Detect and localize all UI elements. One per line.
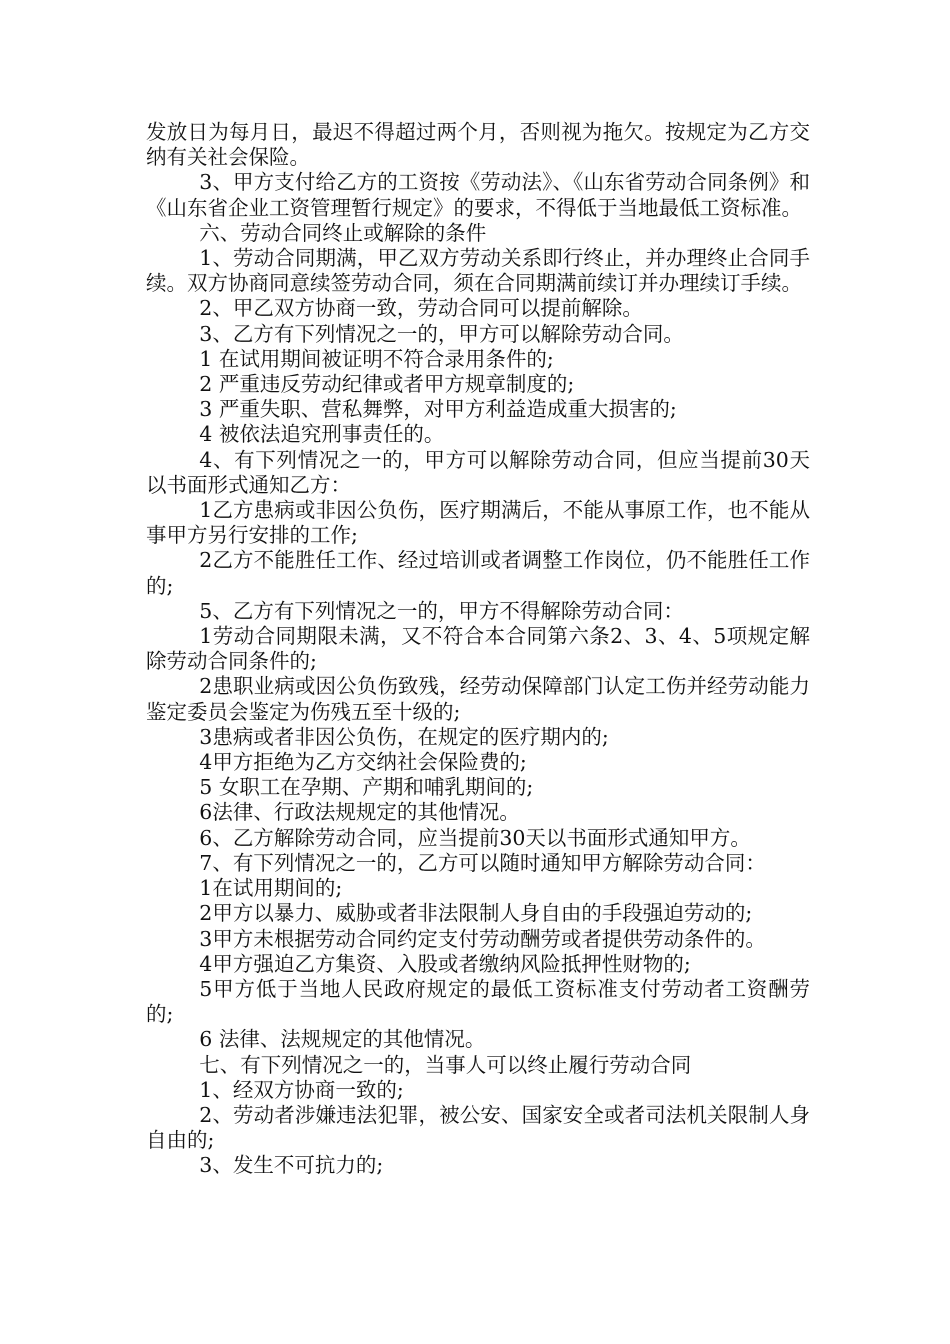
document-page [146, 120, 810, 1179]
list-item: 2乙方不能胜任工作、经过培训或者调整工作岗位，仍不能胜任工作的; [146, 548, 810, 598]
list-item: 3甲方未根据劳动合同约定支付劳动酬劳或者提供劳动条件的。 [199, 926, 766, 951]
paragraph: 3、乙方有下列情况之一的，甲方可以解除劳动合同。 [199, 321, 684, 346]
list-item: 5甲方低于当地人民政府规定的最低工资标准支付劳动者工资酬劳的; [146, 976, 810, 1027]
list-item: 4 被依法追究刑事责任的。 [199, 422, 445, 447]
list-item: 4甲方强迫乙方集资、入股或者缴纳风险抵押性财物的; [199, 951, 691, 976]
paragraph: 5、乙方有下列情况之一的，甲方不得解除劳动合同： [199, 598, 684, 623]
list-item: 2甲方以暴力、威胁或者非法限制人身自由的手段强迫劳动的; [199, 901, 753, 926]
list-item: 1乙方患病或非因公负伤，医疗期满后，不能从事原工作，也不能从事甲方另行安排的工作; [146, 498, 810, 548]
paragraph: 6、乙方解除劳动合同，应当提前30天以书面形式通知甲方。 [199, 825, 751, 850]
paragraph: 2、甲乙双方协商一致，劳动合同可以提前解除。 [199, 296, 643, 321]
list-item: 4甲方拒绝为乙方交纳社会保险费的; [199, 750, 527, 775]
list-item: 2患职业病或因公负伤致残，经劳动保障部门认定工伤并经劳动能力鉴定委员会鉴定为伤残五至十级的; [146, 674, 810, 724]
list-item: 3 严重失职、营私舞弊，对甲方利益造成重大损害的; [199, 397, 677, 422]
list-item: 1劳动合同期限未满，又不符合本合同第六条2、3、4、5项规定解除劳动合同条件的; [146, 624, 810, 674]
list-item: 2、劳动者涉嫌违法犯罪，被公安、国家安全或者司法机关限制人身自由的; [146, 1102, 810, 1153]
list-item: 6 法律、法规规定的其他情况。 [199, 1027, 486, 1052]
section-heading: 六、劳动合同终止或解除的条件 [199, 220, 487, 245]
list-item: 1在试用期间的; [199, 876, 343, 901]
list-item: 1、经双方协商一致的; [199, 1077, 404, 1102]
list-item: 6法律、行政法规规定的其他情况。 [199, 800, 520, 825]
paragraph: 3、甲方支付给乙方的工资按《劳动法》、《山东省劳动合同条例》和《山东省企业工资管理暂行规定》的要求，不得低于当地最低工资标准。 [146, 170, 810, 220]
paragraph: 4、有下列情况之一的，甲方可以解除劳动合同，但应当提前30天以书面形式通知乙方： [146, 447, 810, 497]
list-item: 5 女职工在孕期、产期和哺乳期间的; [199, 775, 534, 800]
paragraph: 7、有下列情况之一的，乙方可以随时通知甲方解除劳动合同： [199, 850, 766, 875]
paragraph: 1、劳动合同期满，甲乙双方劳动关系即行终止，并办理终止合同手续。双方协商同意续签劳动合同，须在合同期满前续订并办理续订手续。 [146, 246, 810, 296]
list-item: 3、发生不可抗力的; [199, 1153, 384, 1178]
list-item: 1 在试用期间被证明不符合录用条件的; [199, 346, 554, 371]
paragraph: 发放日为每月日，最迟不得超过两个月，否则视为拖欠。按规定为乙方交纳有关社会保险。 [146, 120, 810, 170]
list-item: 2 严重违反劳动纪律或者甲方规章制度的; [199, 372, 575, 397]
section-heading: 七、有下列情况之一的，当事人可以终止履行劳动合同 [199, 1052, 692, 1077]
list-item: 3患病或者非因公负伤，在规定的医疗期内的; [199, 724, 609, 749]
